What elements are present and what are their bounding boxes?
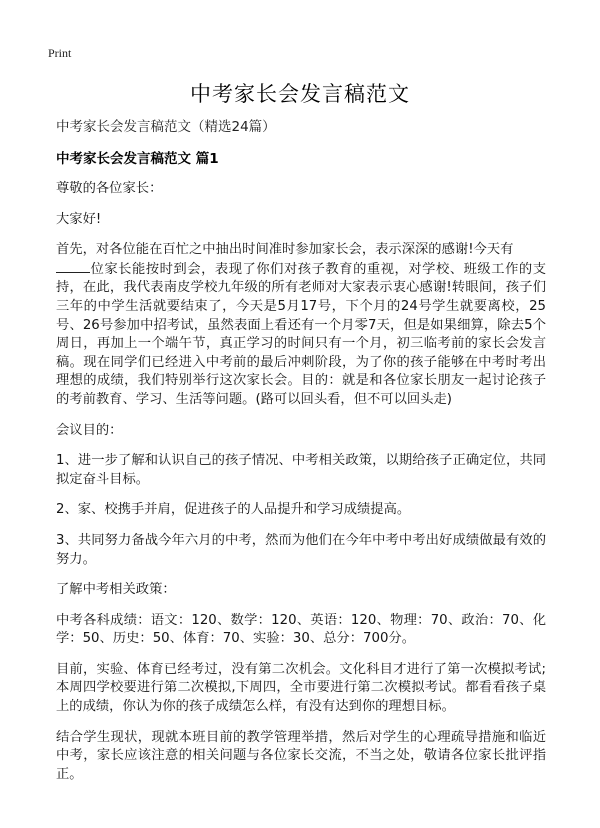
purpose-item: 2、家、校携手并肩，促进孩子的人品提升和学习成绩提高。 xyxy=(56,502,411,518)
closing-paragraph: 结合学生现状，现就本班目前的教学管理举措，然后对学生的心理疏导措施和临近中考，家长应该注意的相关问题与各位家长交流，不当之处，敬请各位家长批评指正。 xyxy=(56,729,546,782)
print-label: Print xyxy=(48,46,72,60)
purpose-item: 1、进一步了解和认识自己的孩子情况、中考相关政策，以期给孩子正确定位，共同拟定奋斗目标。 xyxy=(56,453,546,487)
hello: 大家好! xyxy=(56,211,102,227)
current-status-paragraph: 目前，实验、体育已经考过，没有第二次机会。文化科目才进行了第一次模拟考试;本周四学校要进行第二次模拟,下周四，全市要进行第二次模拟考试。都看看孩子桌上的成绩，你认为你的孩子成绩怎么样，有没有达到你的理想目标。 xyxy=(56,661,546,715)
intro-part-1: 首先，对各位能在百忙之中抽出时间准时参加家长会，表示深深的感谢!今天有 xyxy=(56,242,514,258)
greeting: 尊敬的各位家长： xyxy=(56,181,163,196)
policy-heading: 了解中考相关政策： xyxy=(56,582,176,598)
document-subtitle: 中考家长会发言稿范文（精选24篇） xyxy=(56,119,276,135)
blank-underline xyxy=(56,260,90,273)
section-heading: 中考家长会发言稿范文 篇1 xyxy=(56,151,219,167)
scores-paragraph: 中考各科成绩：语文：120、数学：120、英语：120、物理：70、政治：70、化学：50、历史：50、体育：70、实验：30、总分：700分。 xyxy=(56,612,546,647)
purpose-item: 3、共同努力备战今年六月的中考，然而为他们在今年中考中考出好成绩做最有效的努力。 xyxy=(56,532,546,567)
document-body xyxy=(56,118,546,796)
intro-paragraph xyxy=(56,241,546,409)
document-title: 中考家长会发言稿范文 xyxy=(190,82,410,106)
intro-part-2: 位家长能按时到会，表现了你们对孩子教育的重视，对学校、班级工作的支持，在此，我代表南皮学校九年级的所有老师对大家表示衷心感谢!转眼间，孩子们三年的中学生活就要结束了，今天是5月17号，下个月的24号学生就要离校，25号、26号参加中招考试，虽然表面上看还有一个月零7天，但是如果细算，除去5个周日，再加上一个端午节，真正学习的时间只有一个月，初三临考前的家长会发言稿。现在同学们已经进入中考前的最后冲刺阶段，为了你的孩子能够在中考时考出理想的成绩，我们特别举行这次家长会。目的：就是和各位家长朋友一起讨论孩子的考前教育、学习、生活等问题。(路可以回头看，但不可以回头走) xyxy=(56,261,546,407)
purpose-heading: 会议目的： xyxy=(56,422,123,438)
